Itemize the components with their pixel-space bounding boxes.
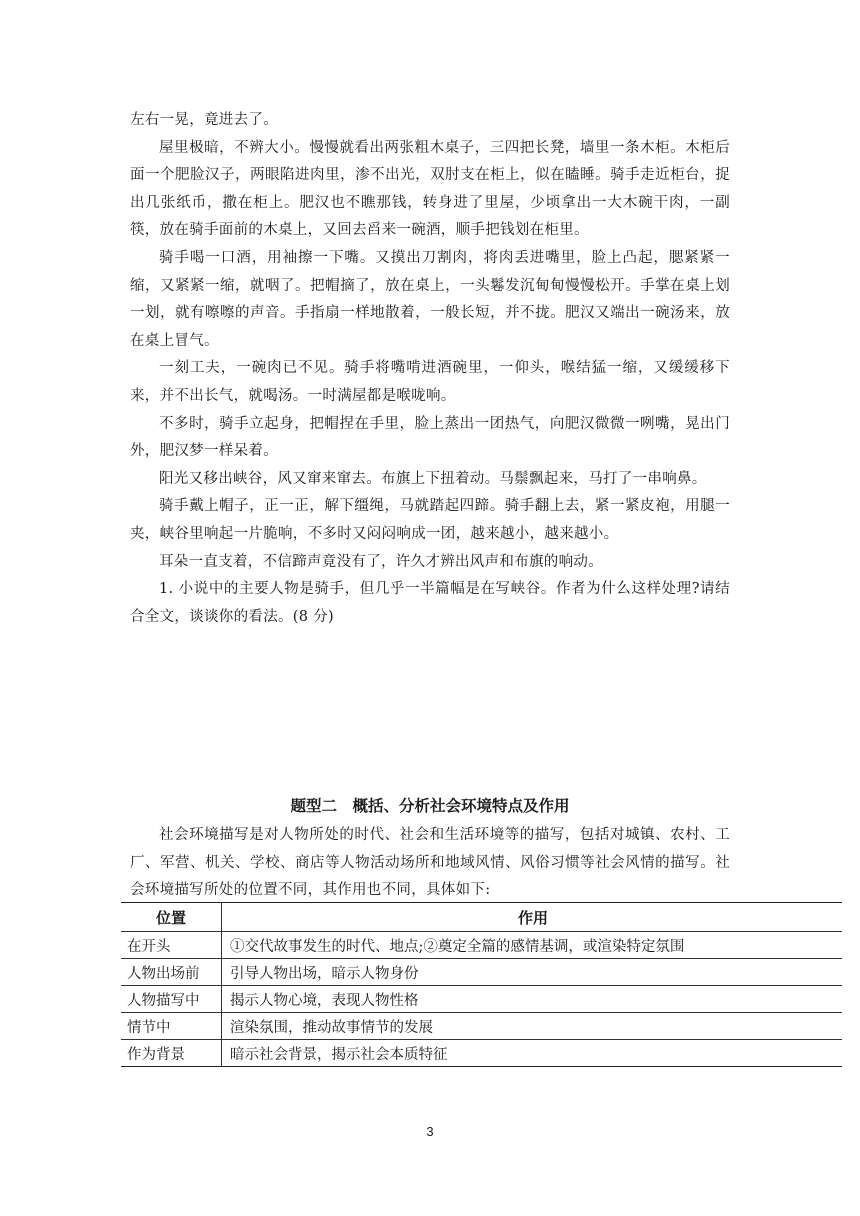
question-text: 1. 小说中的主要人物是骑手，但几乎一半篇幅是在写峡谷。作者为什么这样处理?请结合全文，谈谈你的看法。(8 分) [130, 581, 730, 625]
table-cell-position: 人物描写中 [121, 986, 222, 1013]
section-title: 题型二 概括、分析社会环境特点及作用 [290, 797, 570, 815]
table-cell-function: ①交代故事发生的时代、地点;②奠定全篇的感情基调，或渲染特定氛围 [222, 932, 843, 959]
table-header-function: 作用 [222, 903, 843, 932]
table-cell-position: 情节中 [121, 1013, 222, 1040]
story-paragraph: 左右一晃，竟进去了。 [130, 112, 278, 128]
table-cell-function: 揭示人物心境，表现人物性格 [222, 986, 843, 1013]
table-cell-position: 作为背景 [121, 1040, 222, 1067]
story-paragraph: 骑手戴上帽子，正一正，解下缰绳，马就踏起四蹄。骑手翻上去，紧一紧皮袍，用腿一夹，峡谷里响起一片脆响，不多时又闷闷响成一团，越来越小，越来越小。 [130, 498, 730, 542]
story-paragraph: 一刻工夫，一碗肉已不见。骑手将嘴啃进酒碗里，一仰头，喉结猛一缩，又缓缓移下来，并不出长气，就喝汤。一时满屋都是喉咙响。 [130, 360, 730, 404]
table-cell-function: 渲染氛围，推动故事情节的发展 [222, 1013, 843, 1040]
table-row [121, 986, 842, 1013]
table-row [121, 959, 842, 986]
table-row [121, 932, 842, 959]
table-cell-function: 暗示社会背景，揭示社会本质特征 [222, 1040, 843, 1067]
table-cell-position: 人物出场前 [121, 959, 222, 986]
story-paragraph: 阳光又移出峡谷，风又窜来窜去。布旗上下扭着动。马鬃飘起来，马打了一串响鼻。 [159, 470, 707, 487]
story-paragraph: 耳朵一直支着，不信蹄声竟没有了，许久才辨出风声和布旗的响动。 [159, 553, 603, 570]
environment-function-table [121, 902, 842, 1067]
table-row [121, 1040, 842, 1067]
section-intro: 社会环境描写是对人物所处的时代、社会和生活环境等的描写，包括对城镇、农村、工厂、军营、机关、学校、商店等人物活动场所和地域风情、风俗习惯等社会风情的描写。社会环境描写所处的位置不同，其作用也不同，具体如下: [130, 827, 730, 899]
story-paragraph: 骑手喝一口酒，用袖擦一下嘴。又摸出刀割肉，将肉丢进嘴里，脸上凸起，腮紧紧一缩，又紧紧一缩，就咽了。把帽摘了，放在桌上，一头鬈发沉甸甸慢慢松开。手掌在桌上划一划，就有嚓嚓的声音。手指扇一样地散着，一般长短，并不拢。肥汉又端出一碗汤来，放在桌上冒气。 [130, 249, 730, 349]
table-header-position: 位置 [121, 903, 222, 932]
story-excerpt [130, 107, 730, 631]
story-paragraph: 屋里极暗，不辨大小。慢慢就看出两张粗木桌子，三四把长凳，墙里一条木柜。木柜后面一个肥脸汉子，两眼陷进肉里，渗不出光，双肘支在柜上，似在瞌睡。骑手走近柜台，捉出几张纸币，撒在柜上。肥汉也不瞧那钱，转身进了里屋，少顷拿出一大木碗干肉，一副筷，放在骑手面前的木桌上，又回去舀来一碗酒，顺手把钱划在柜里。 [130, 139, 730, 239]
table-cell-position: 在开头 [121, 932, 222, 959]
page-number: 3 [426, 1124, 434, 1139]
story-paragraph: 不多时，骑手立起身，把帽捏在手里，脸上蒸出一团热气，向肥汉微微一咧嘴，晃出门外，肥汉梦一样呆着。 [130, 415, 730, 460]
table-cell-function: 引导人物出场，暗示人物身份 [222, 959, 843, 986]
table-row [121, 1013, 842, 1040]
table-header-row [121, 903, 842, 932]
